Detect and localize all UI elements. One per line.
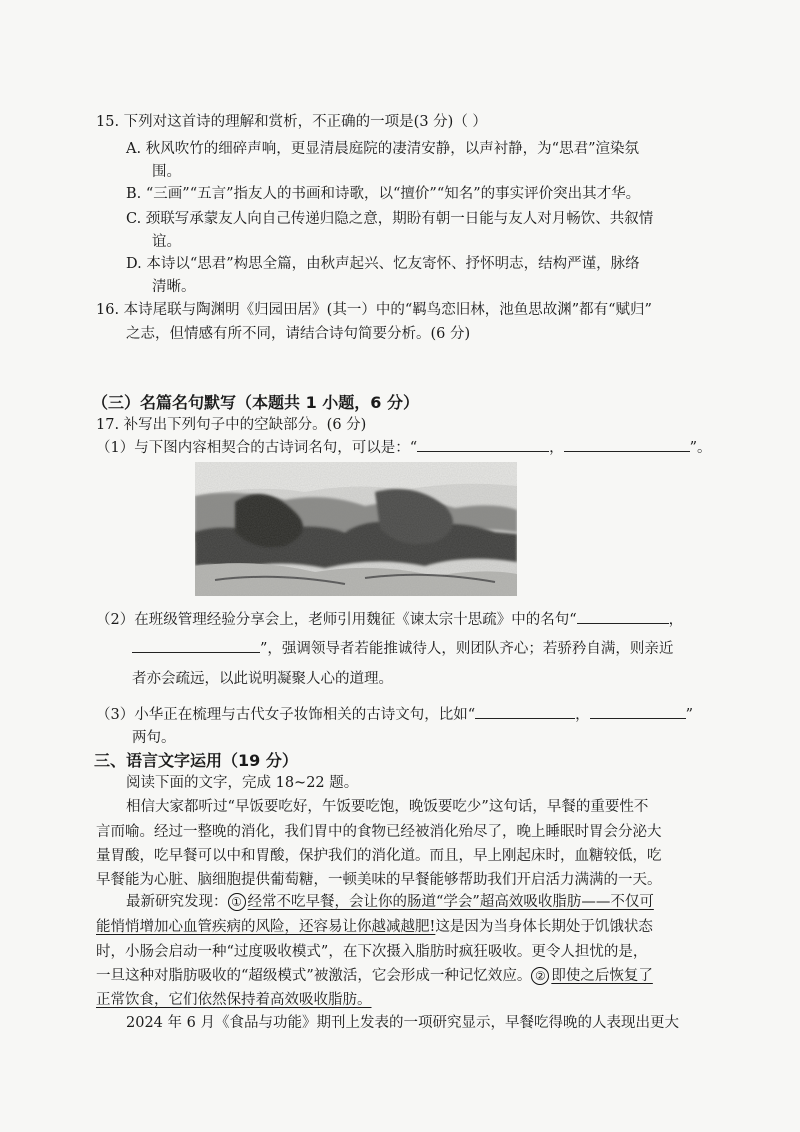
- q15-option-a: A. 秋风吹竹的细碎声响，更显清晨庭院的凄清安静，以声衬静，为“思君”渲染氛: [126, 141, 640, 157]
- paragraph-2-line-1: [126, 890, 654, 911]
- paragraph-2-text: 这是因为当身体长期处于饥饿状态: [435, 919, 653, 935]
- q17-item-1-suffix: ”。: [689, 440, 712, 456]
- underlined-sentence-1-cont: 能悄悄增加心血管疾病的风险，还容易让你越减越肥!: [96, 919, 436, 935]
- part-3-title: 三、语言文字运用（19 分）: [94, 751, 298, 770]
- q15-option-c: C. 颈联写承蒙友人向自己传递归隐之意，期盼有朝一日能与友人对月畅饮、共叙情: [126, 211, 654, 227]
- answer-blank[interactable]: [590, 704, 686, 719]
- answer-blank[interactable]: [475, 704, 575, 719]
- underlined-sentence-2: 即使之后恢复了: [551, 968, 653, 984]
- paragraph-3-line-1: 2024 年 6 月《食品与功能》期刊上发表的一项研究显示，早餐吃得晚的人表现出更大: [126, 1015, 679, 1031]
- q17-item-1-prefix: （1）与下图内容相契合的古诗词名句，可以是：“: [96, 440, 418, 456]
- q16-line-1: 16. 本诗尾联与陶渊明《归园田居》(其一）中的“羁鸟恋旧林，池鱼思故渊”都有“赋归”: [96, 302, 652, 318]
- answer-blank[interactable]: [417, 437, 549, 452]
- answer-blank[interactable]: [564, 437, 690, 452]
- landscape-photo: [195, 462, 517, 596]
- q17-item-1: [96, 436, 712, 457]
- paragraph-2-line-3: 时，小肠会启动一种“过度吸收模式”，在下次摄入脂肪时疯狂吸收。更令人担忧的是，: [96, 944, 648, 960]
- q15-option-d-cont: 清晰。: [152, 279, 196, 295]
- paragraph-1-line-1: 相信大家都听过“早饭要吃好，午饭要吃饱，晚饭要吃少”这句话，早餐的重要性不: [126, 799, 649, 815]
- q17-item-3-suffix: ”: [685, 707, 694, 723]
- q16-line-2: 之志，但情感有所不同，请结合诗句简要分析。(6 分): [126, 326, 471, 342]
- q15-option-c-cont: 谊。: [152, 234, 181, 250]
- q17-item-3-sep: ，: [575, 707, 590, 723]
- q17-item-2-sep: ，: [668, 612, 684, 628]
- paragraph-2-line-5: [96, 988, 372, 1009]
- q15-stem: 15. 下列对这首诗的理解和赏析，不正确的一项是(3 分)（ ）: [96, 114, 487, 130]
- q17-item-3: [96, 703, 693, 724]
- q15-option-d: D. 本诗以“思君”构思全篇，由秋声起兴、忆友寄怀、抒怀明志，结构严谨，脉络: [126, 256, 640, 272]
- q15-option-b: B. “三画”“五言”指友人的书画和诗歌，以“擅价”“知名”的事实评价突出其才华。: [126, 186, 641, 202]
- underlined-sentence-2-cont: 正常饮食，它们依然保持着高效吸收脂肪。: [96, 992, 372, 1008]
- answer-blank[interactable]: [577, 609, 669, 624]
- paragraph-2-line-4: [96, 964, 653, 985]
- answer-blank[interactable]: [132, 638, 260, 653]
- paragraph-1-line-2: 言而喻。经过一整晚的消化，我们胃中的食物已经被消化殆尽了，晚上睡眠时胃会分泌大: [96, 824, 662, 840]
- section-3-title: （三）名篇名句默写（本题共 1 小题，6 分）: [92, 393, 419, 412]
- q17-item-3-end: 两句。: [132, 730, 176, 746]
- paragraph-1-line-3: 量胃酸，吃早餐可以中和胃酸，保护我们的消化道。而且，早上刚起床时，血糖较低，吃: [96, 848, 662, 864]
- marker-1: ①: [228, 893, 246, 911]
- q17-item-2: [96, 608, 683, 629]
- q17-stem: 17. 补写出下列句子中的空缺部分。(6 分): [96, 417, 367, 433]
- q17-item-2-line-2: [132, 637, 673, 658]
- q17-item-2-end: 者亦会疏远，以此说明凝聚人心的道理。: [132, 671, 393, 687]
- paragraph-2-lead: 最新研究发现：: [126, 894, 228, 910]
- marker-2: ②: [531, 967, 549, 985]
- paragraph-1-line-4: 早餐能为心脏、脑细胞提供葡萄糖，一顿美味的早餐能够帮助我们开启活力满满的一天。: [96, 872, 662, 888]
- reading-intro: 阅读下面的文字，完成 18~22 题。: [126, 775, 359, 791]
- q17-item-2-middle: ”，强调领导者若能推诚待人，则团队齐心；若骄矜自满，则亲近: [260, 641, 674, 657]
- underlined-sentence-1: 经常不吃早餐，会让你的肠道“学会”超高效吸收脂肪——不仅可: [247, 894, 654, 910]
- q17-item-3-prefix: （3）小华正在梳理与古代女子妆饰相关的古诗文句，比如“: [96, 707, 476, 723]
- paragraph-2-line-2: [96, 915, 653, 936]
- q15-option-a-cont: 围。: [152, 164, 181, 180]
- q17-item-1-sep: ，: [549, 440, 564, 456]
- paragraph-2-text-2: 一旦这种对脂肪吸收的“超级模式”被激活，它会形成一种记忆效应。: [96, 968, 532, 984]
- q17-item-2-prefix: （2）在班级管理经验分享会上，老师引用魏征《谏太宗十思疏》中的名句“: [96, 612, 577, 628]
